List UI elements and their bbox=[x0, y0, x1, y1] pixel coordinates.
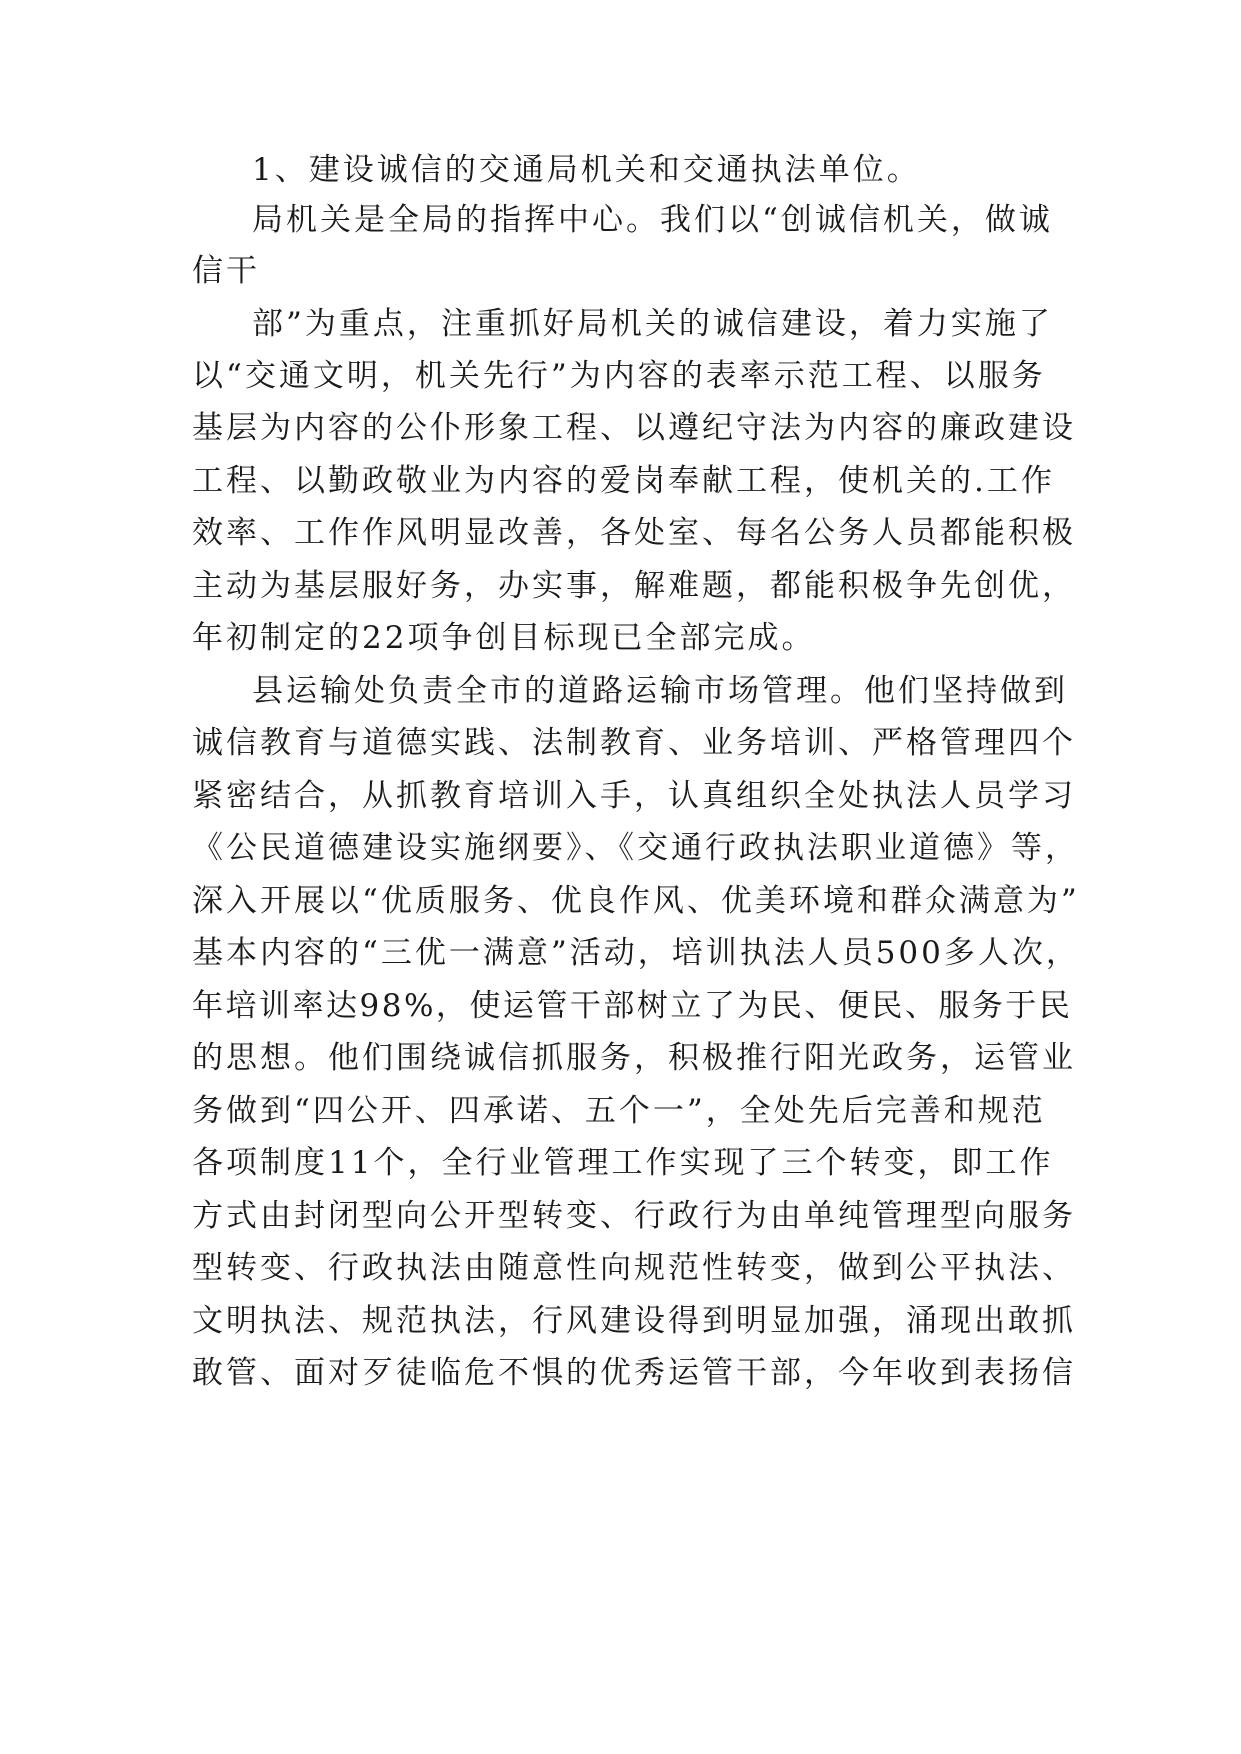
paragraph-line: 基层为内容的公仆形象工程、以遵纪守法为内容的廉政建设 bbox=[192, 410, 1076, 446]
paragraph-line: 县运输处负责全市的道路运输市场管理。他们坚持做到 bbox=[252, 673, 1068, 709]
paragraph-line: 文明执法、规范执法，行风建设得到明显加强，涌现出敢抓 bbox=[192, 1303, 1076, 1339]
paragraph-line: 年培训率达98%，使运管干部树立了为民、便民、服务于民 bbox=[192, 988, 1073, 1024]
paragraph-line: 各项制度11个，全行业管理工作实现了三个转变，即工作 bbox=[192, 1145, 1054, 1181]
paragraph-line: 《公民道德建设实施纲要》、《交通行政执法职业道德》等， bbox=[192, 830, 1079, 866]
paragraph-line: 年初制定的22项争创目标现已全部完成。 bbox=[192, 620, 816, 656]
paragraph-line: 信干 bbox=[192, 253, 260, 289]
paragraph-line: 型转变、行政执法由随意性向规范性转变，做到公平执法、 bbox=[192, 1250, 1076, 1286]
paragraph-line: 基本内容的“三优一满意”活动，培训执法人员500多人次， bbox=[192, 935, 1080, 971]
paragraph-line: 以“交通文明，机关先行”为内容的表率示范工程、以服务 bbox=[192, 358, 1046, 394]
paragraph-line: 紧密结合，从抓教育培训入手，认真组织全处执法人员学习 bbox=[192, 778, 1076, 814]
paragraph-line: 效率、工作作风明显改善，各处室、每名公务人员都能积极 bbox=[192, 515, 1076, 551]
paragraph-line: 方式由封闭型向公开型转变、行政行为由单纯管理型向服务 bbox=[192, 1198, 1076, 1234]
paragraph-line: 敢管、面对歹徒临危不惧的优秀运管干部，今年收到表扬信 bbox=[192, 1355, 1076, 1391]
paragraph-line: 部”为重点，注重抓好局机关的诚信建设，着力实施了 bbox=[252, 306, 1053, 342]
paragraph-line: 主动为基层服好务，办实事，解难题，都能积极争先创优， bbox=[192, 568, 1076, 604]
paragraph-line: 局机关是全局的指挥中心。我们以“创诚信机关，做诚 bbox=[252, 202, 1053, 238]
section-heading: 1、建设诚信的交通局机关和交通执法单位。 bbox=[252, 152, 921, 188]
paragraph-line: 务做到“四公开、四承诺、五个一”，全处先后完善和规范 bbox=[192, 1093, 1046, 1129]
paragraph-line: 的思想。他们围绕诚信抓服务，积极推行阳光政务，运管业 bbox=[192, 1040, 1076, 1076]
paragraph-line: 深入开展以“优质服务、优良作风、优美环境和群众满意为” bbox=[192, 883, 1080, 919]
paragraph-line: 诚信教育与道德实践、法制教育、业务培训、严格管理四个 bbox=[192, 725, 1076, 761]
paragraph-line: 工程、以勤政敬业为内容的爱岗奉献工程，使机关的.工作 bbox=[192, 463, 1055, 499]
